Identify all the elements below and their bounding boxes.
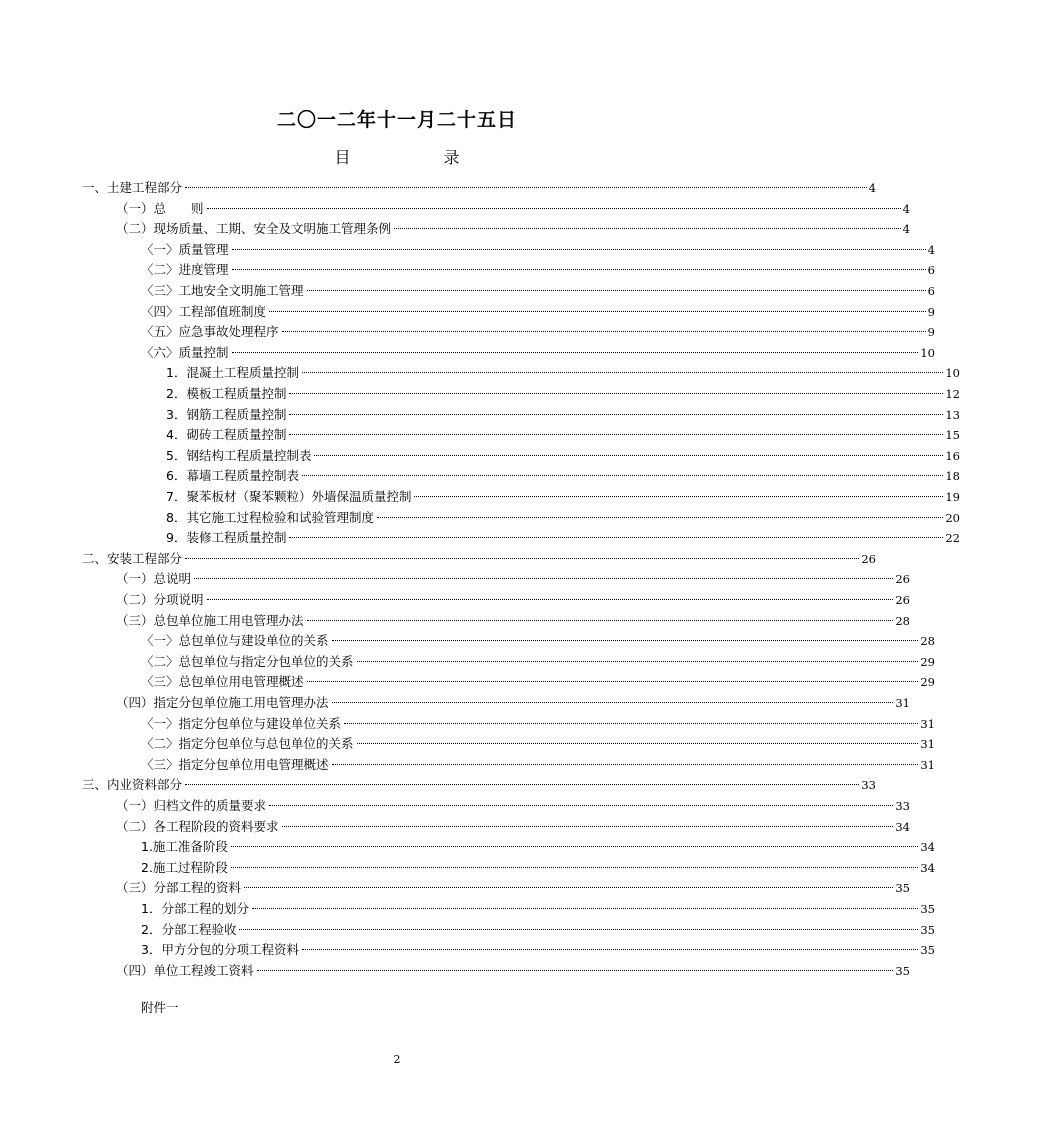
toc-leader-dots xyxy=(231,867,918,868)
toc-leader-dots xyxy=(377,517,943,518)
toc-leader-dots xyxy=(207,208,901,209)
toc-leader-dots xyxy=(344,723,918,724)
toc-entry-page: 4 xyxy=(868,181,876,195)
toc-entry[interactable] xyxy=(0,322,1017,342)
toc-leader-dots xyxy=(414,496,943,497)
toc-entry-page: 28 xyxy=(920,634,935,649)
toc-entry-label: 二、安装工程部分 xyxy=(82,550,183,566)
toc-entry-label: 〈二〉总包单位与指定分包单位的关系 xyxy=(141,653,354,669)
toc-title-right: 录 xyxy=(443,148,460,167)
toc-entry-label: 1．混凝土工程质量控制 xyxy=(166,365,299,381)
toc-leader-dots xyxy=(269,805,893,806)
toc-entry-label: 〈一〉总包单位与建设单位的关系 xyxy=(141,633,329,649)
toc-title xyxy=(0,147,794,169)
toc-entry-label: 〈三〉指定分包单位用电管理概述 xyxy=(141,756,329,772)
toc-entry-label: 〈二〉进度管理 xyxy=(141,262,229,278)
toc-leader-dots xyxy=(269,311,926,312)
toc-entry-page: 4 xyxy=(902,201,910,216)
toc-entry-label: 4．砌砖工程质量控制 xyxy=(166,427,287,443)
toc-entry-label: 8．其它施工过程检验和试验管理制度 xyxy=(166,509,374,525)
toc-entry[interactable] xyxy=(0,652,1017,672)
toc-entry-page: 34 xyxy=(895,819,910,834)
toc-leader-dots xyxy=(232,269,926,270)
toc-entry[interactable] xyxy=(0,755,1017,775)
toc-leader-dots xyxy=(194,578,893,579)
toc-entry-page: 31 xyxy=(920,716,935,731)
toc-entry[interactable] xyxy=(0,817,992,837)
toc-entry-label: （二）分项说明 xyxy=(116,592,204,607)
toc-entry-page: 35 xyxy=(895,963,910,978)
toc-entry-label: 1．分部工程的划分 xyxy=(141,901,249,916)
date-heading: 二〇一二年十一月二十五日 xyxy=(276,109,517,131)
toc-entry-label: 〈二〉指定分包单位与总包单位的关系 xyxy=(141,736,354,752)
toc-entry-label: 三、内业资料部分 xyxy=(82,777,183,793)
toc-leader-dots xyxy=(282,826,894,827)
toc-leader-dots xyxy=(207,599,894,600)
toc-entry-page: 6 xyxy=(927,263,935,278)
toc-entry-label: （二）现场质量、工期、安全及文明施工管理条例 xyxy=(116,221,392,237)
toc-entry[interactable] xyxy=(0,878,992,898)
toc-entry[interactable] xyxy=(0,466,1042,486)
toc-entry[interactable] xyxy=(0,549,958,569)
toc-entry-page: 26 xyxy=(895,572,910,587)
toc-entry[interactable] xyxy=(0,796,992,816)
toc-entry-label: （一）归档文件的质量要求 xyxy=(116,798,267,813)
toc-entry-label: 一、土建工程部分 xyxy=(82,180,183,195)
toc-entry-page: 9 xyxy=(927,325,935,340)
toc-entry-page: 13 xyxy=(945,407,960,422)
toc-leader-dots xyxy=(357,743,919,744)
toc-entry-page: 4 xyxy=(927,242,935,257)
toc-entry-page: 35 xyxy=(920,902,935,916)
toc-entry-page: 10 xyxy=(945,366,960,381)
toc-entry[interactable] xyxy=(0,446,1042,466)
toc-entry-page: 26 xyxy=(861,551,876,566)
toc-leader-dots xyxy=(289,393,943,394)
toc-entry-label: 2．分部工程验收 xyxy=(141,921,237,937)
toc-entry-label: 〈三〉工地安全文明施工管理 xyxy=(141,283,304,298)
toc-entry-page: 10 xyxy=(920,345,935,360)
toc-entry-page: 22 xyxy=(945,531,960,546)
toc-leader-dots xyxy=(307,290,926,291)
toc-entry-page: 6 xyxy=(927,284,935,298)
toc-entry-page: 18 xyxy=(945,469,960,484)
toc-leader-dots xyxy=(289,537,943,538)
toc-entry[interactable] xyxy=(0,611,992,631)
toc-entry-label: （二）各工程阶段的资料要求 xyxy=(116,818,279,834)
toc-entry[interactable] xyxy=(0,487,1042,507)
toc-entry-label: 5．钢结构工程质量控制表 xyxy=(166,447,312,463)
toc-leader-dots xyxy=(289,434,943,435)
toc-entry-page: 33 xyxy=(895,799,910,813)
toc-leader-dots xyxy=(314,455,943,456)
toc-entry-label: 7．聚苯板材（聚苯颗粒）外墙保温质量控制 xyxy=(166,489,412,504)
toc-entry[interactable] xyxy=(0,899,1017,919)
toc-entry[interactable] xyxy=(0,920,1017,940)
toc-entry[interactable] xyxy=(0,363,1042,383)
toc-entry-page: 29 xyxy=(920,654,935,669)
toc-title-left: 目 xyxy=(334,148,351,167)
toc-entry-label: 9．装修工程质量控制 xyxy=(166,530,287,546)
toc-entry[interactable] xyxy=(0,693,992,713)
toc-leader-dots xyxy=(302,949,918,950)
toc-entry[interactable] xyxy=(0,343,1017,363)
toc-entry[interactable] xyxy=(0,672,1017,692)
toc-entry[interactable] xyxy=(0,405,1042,425)
toc-entry-label: 〈一〉质量管理 xyxy=(141,241,229,257)
toc-entry-label: 2．模板工程质量控制 xyxy=(166,386,287,401)
toc-entry-page: 20 xyxy=(945,510,960,525)
toc-leader-dots xyxy=(185,558,859,559)
toc-leader-dots xyxy=(332,764,919,765)
toc-entry-page: 29 xyxy=(920,675,935,690)
toc-entry-label: （三）分部工程的资料 xyxy=(116,880,242,896)
toc-entry[interactable] xyxy=(0,961,992,981)
toc-entry-page: 19 xyxy=(945,490,960,504)
toc-entry[interactable] xyxy=(0,302,1017,322)
toc-leader-dots xyxy=(185,187,867,188)
toc-entry[interactable] xyxy=(0,775,958,795)
toc-entry-page: 34 xyxy=(920,860,935,875)
toc-entry-page: 31 xyxy=(895,696,910,710)
toc-entry[interactable] xyxy=(0,734,1017,754)
toc-entry-page: 16 xyxy=(945,448,960,463)
toc-entry[interactable] xyxy=(0,528,1042,548)
toc-entry-label: （四）指定分包单位施工用电管理办法 xyxy=(116,695,329,710)
toc-entry-page: 12 xyxy=(945,387,960,401)
toc-entry-label: 2.施工过程阶段 xyxy=(141,859,228,875)
toc-leader-dots xyxy=(244,887,893,888)
toc-entry-page: 35 xyxy=(895,881,910,896)
toc-leader-dots xyxy=(302,372,943,373)
toc-entry-page: 33 xyxy=(861,778,876,793)
toc-entry[interactable] xyxy=(0,384,1042,404)
toc-entry-label: 〈三〉总包单位用电管理概述 xyxy=(141,674,304,690)
toc-leader-dots xyxy=(232,249,926,250)
toc-entry[interactable] xyxy=(0,837,1017,857)
toc-entry-label: 〈四〉工程部值班制度 xyxy=(141,303,267,319)
toc-entry[interactable] xyxy=(0,940,1017,960)
toc-entry-page: 35 xyxy=(920,922,935,937)
toc-entry-label: 〈一〉指定分包单位与建设单位关系 xyxy=(141,715,342,731)
toc-entry-page: 31 xyxy=(920,737,935,752)
toc-leader-dots xyxy=(239,929,918,930)
toc-leader-dots xyxy=(232,352,919,353)
toc-entry[interactable] xyxy=(0,590,992,610)
toc-entry[interactable] xyxy=(0,858,1017,878)
toc-entry-page: 28 xyxy=(895,613,910,628)
appendix-label: 附件一 xyxy=(141,1000,179,1015)
toc-entry[interactable] xyxy=(0,260,1017,280)
toc-leader-dots xyxy=(394,228,901,229)
toc-entry[interactable] xyxy=(0,178,958,198)
toc-entry-page: 15 xyxy=(945,428,960,443)
toc-leader-dots xyxy=(185,784,859,785)
toc-entry[interactable] xyxy=(0,425,1042,445)
toc-leader-dots xyxy=(307,681,919,682)
toc-entry[interactable] xyxy=(0,714,1017,734)
toc-entry[interactable] xyxy=(0,281,1017,301)
toc-entry-label: 〈五〉应急事故处理程序 xyxy=(141,324,279,340)
toc-entry-page: 35 xyxy=(920,943,935,958)
toc-entry[interactable] xyxy=(0,199,992,219)
toc-leader-dots xyxy=(332,702,894,703)
toc-leader-dots xyxy=(332,640,919,641)
toc-leader-dots xyxy=(282,331,926,332)
toc-entry-label: （一）总 则 xyxy=(116,200,204,216)
toc-entry[interactable] xyxy=(0,219,992,239)
toc-entry-label: 1.施工准备阶段 xyxy=(141,839,228,855)
toc-leader-dots xyxy=(289,414,943,415)
toc-entry-page: 26 xyxy=(895,593,910,607)
toc-entry-label: 3．甲方分包的分项工程资料 xyxy=(141,942,299,958)
toc-entry[interactable] xyxy=(0,569,992,589)
toc-entry[interactable] xyxy=(0,240,1017,260)
toc-entry-page: 34 xyxy=(920,840,935,855)
toc-leader-dots xyxy=(252,908,918,909)
toc-entry-page: 9 xyxy=(927,304,935,319)
toc-entry-label: 3．钢筋工程质量控制 xyxy=(166,406,287,422)
toc-entry[interactable] xyxy=(0,631,1017,651)
toc-entry-label: （三）总包单位施工用电管理办法 xyxy=(116,612,304,628)
toc-leader-dots xyxy=(231,846,918,847)
toc-leader-dots xyxy=(307,620,894,621)
toc-leader-dots xyxy=(257,970,894,971)
toc-entry-page: 4 xyxy=(902,222,910,237)
page-number: 2 xyxy=(393,1053,401,1066)
toc-entry-label: 〈六〉质量控制 xyxy=(141,344,229,360)
toc-entry-label: （一）总说明 xyxy=(116,571,192,587)
toc-entry-label: 6．幕墙工程质量控制表 xyxy=(166,468,299,484)
toc-entry-page: 31 xyxy=(920,757,935,772)
toc-entry[interactable] xyxy=(0,508,1042,528)
toc-leader-dots xyxy=(357,661,919,662)
toc-entry-label: （四）单位工程竣工资料 xyxy=(116,962,254,978)
toc-leader-dots xyxy=(302,475,943,476)
